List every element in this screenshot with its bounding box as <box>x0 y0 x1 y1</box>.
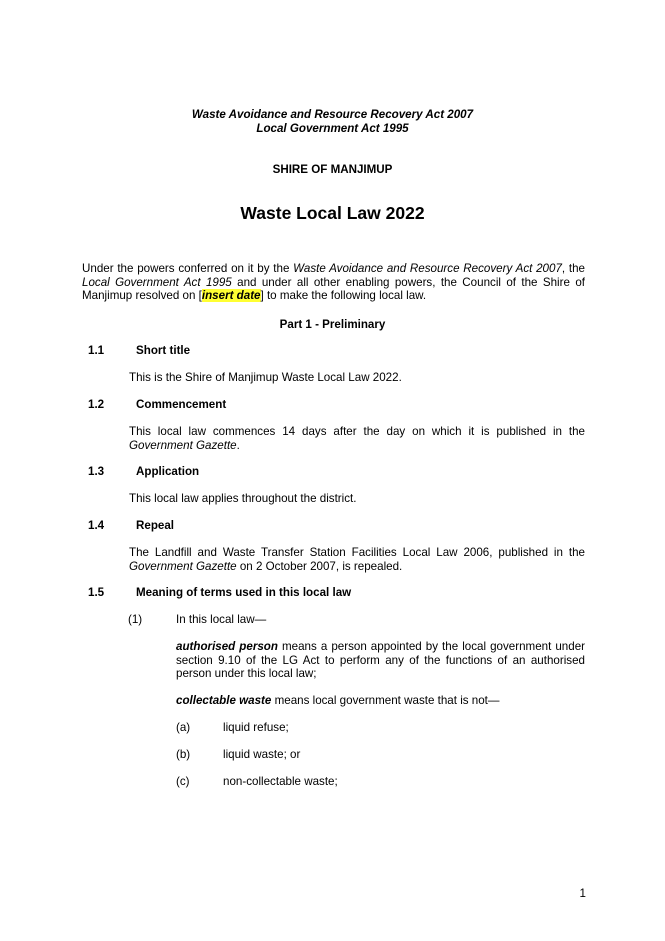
list-item-letter: (c) <box>176 775 190 788</box>
intro-text: ] to make the following local law. <box>260 289 427 303</box>
intro-act-name: Local Government Act 1995 <box>82 275 232 289</box>
list-item-text: liquid waste; or <box>223 748 301 761</box>
section-title: Meaning of terms used in this local law <box>136 586 352 599</box>
section-text-part: This local law commences 14 days after the day on which it is published in the <box>129 425 585 438</box>
section-number: 1.2 <box>88 398 105 411</box>
intro-paragraph <box>82 262 585 303</box>
subsection-text: In this local law— <box>176 613 267 626</box>
insert-date-placeholder: insert date <box>201 289 261 303</box>
act-title: Local Government Act 1995 <box>256 122 409 135</box>
section-title: Application <box>136 465 200 478</box>
list-item-text: non-collectable waste; <box>223 775 338 788</box>
enabling-acts <box>0 108 665 136</box>
list-item-letter: (b) <box>176 748 191 761</box>
intro-text: Under the powers conferred on it by the <box>82 262 294 275</box>
list-item-text: liquid refuse; <box>223 721 289 734</box>
section-number: 1.4 <box>88 519 105 532</box>
section-number: 1.1 <box>88 344 105 357</box>
list-item-letter: (a) <box>176 721 191 734</box>
document-title: Waste Local Law 2022 <box>240 203 425 223</box>
page-number: 1 <box>579 887 586 900</box>
section-title: Repeal <box>136 519 175 532</box>
intro-text: , the <box>561 262 585 275</box>
section-number: 1.5 <box>88 586 105 599</box>
section-number: 1.3 <box>88 465 105 478</box>
part-heading: Part 1 - Preliminary <box>279 318 386 331</box>
gazette-name: Government Gazette <box>129 559 237 573</box>
definition-text: means local government waste that is not— <box>271 694 500 707</box>
defined-term: collectable waste <box>176 694 272 707</box>
section-text <box>129 546 585 573</box>
definition-text: means a person appointed by the local government under section 9.10 of the LG Act to perform any of the functions of an authorised person under this local law; <box>176 640 586 681</box>
definition <box>176 694 585 708</box>
section-text: This local law applies throughout the district. <box>129 492 357 505</box>
section-title: Short title <box>136 344 191 357</box>
section-text-part: . <box>236 438 240 452</box>
section-text-part: on 2 October 2007, is repealed. <box>236 559 403 573</box>
section-text: This is the Shire of Manjimup Waste Local Law 2022. <box>129 371 402 384</box>
gazette-name: Government Gazette <box>129 438 237 452</box>
subsection-number: (1) <box>128 613 143 626</box>
intro-act-name: Waste Avoidance and Resource Recovery Act 2007 <box>293 262 562 275</box>
section-text <box>129 425 585 452</box>
defined-term: authorised person <box>176 640 278 653</box>
definition <box>176 640 585 681</box>
section-text-part: The Landfill and Waste Transfer Station Facilities Local Law 2006, published in the <box>129 546 585 559</box>
act-title: Waste Avoidance and Resource Recovery Act 2007 <box>191 108 474 121</box>
intro-text: and under all other enabling powers, the Council of the Shire of Manjimup resolved on [ <box>82 275 585 303</box>
section-title: Commencement <box>136 398 227 411</box>
shire-name: SHIRE OF MANJIMUP <box>272 163 393 176</box>
